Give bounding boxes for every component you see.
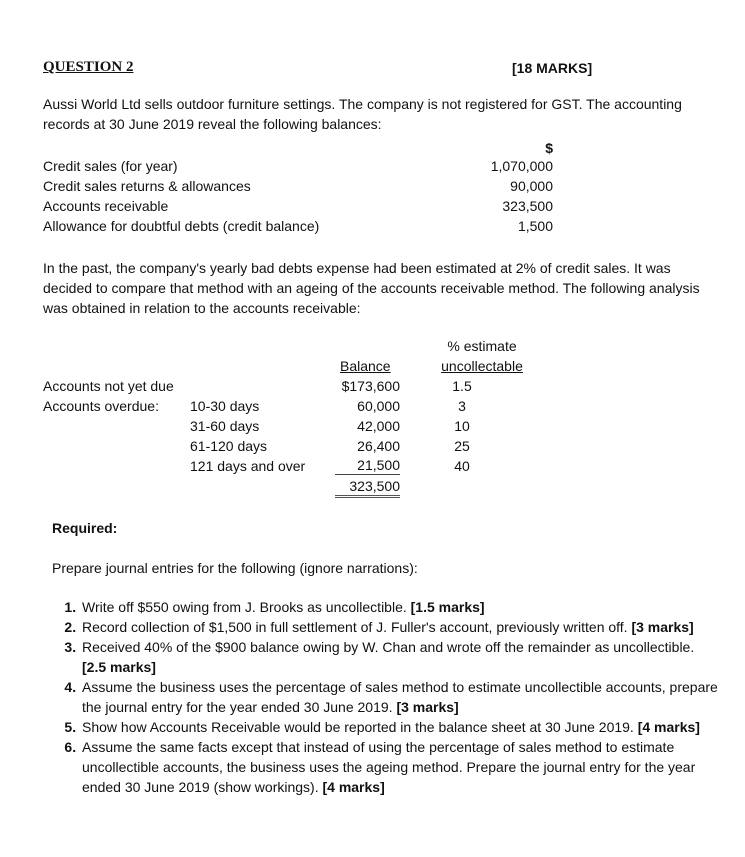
task-list — [52, 597, 720, 797]
task-item: 3. Received 40% of the $900 balance owing by W. Chan and wrote off the remainder as uncollectible. [2.5 marks] — [80, 637, 720, 677]
task-item: 2. Record collection of $1,500 in full settlement of J. Fuller's account, previously written off. [3 marks] — [80, 617, 720, 637]
instruction-text: Prepare journal entries for the following (ignore narrations): — [52, 560, 418, 576]
task-item: 4. Assume the business uses the percentage of sales method to estimate uncollectible accounts, prepare the journal entry for the year ended 30 June 2019. [3 marks] — [80, 677, 720, 717]
ageing-pct: 10 — [454, 418, 470, 434]
balance-amount: 90,000 — [510, 178, 553, 194]
balance-amount: 323,500 — [502, 198, 553, 214]
ageing-period: 31-60 days — [190, 418, 260, 434]
intro-paragraph: Aussi World Ltd sells outdoor furniture settings. The company is not registered for GST. The accounting records at 30 June 2019 reveal the following balances: — [43, 96, 682, 132]
ageing-balance: 26,400 — [357, 438, 400, 454]
ageing-balance: $173,600 — [341, 378, 400, 394]
ageing-pct: 40 — [454, 458, 470, 474]
ageing-period: 10-30 days — [190, 398, 260, 414]
balance-label: Credit sales returns & allowances — [43, 178, 251, 194]
required-heading: Required: — [52, 520, 118, 536]
question-title: QUESTION 2 — [43, 59, 134, 75]
group-label: Accounts not yet due — [43, 378, 174, 394]
ageing-pct: 3 — [458, 398, 466, 414]
balance-label: Allowance for doubtful debts (credit balance) — [43, 218, 320, 234]
currency-header: $ — [545, 140, 553, 156]
ageing-balance: 60,000 — [357, 398, 400, 414]
ageing-balance: 42,000 — [357, 418, 400, 434]
ageing-pct: 1.5 — [452, 378, 472, 394]
ageing-period: 121 days and over — [190, 458, 306, 474]
task-item: 1. Write off $550 owing from J. Brooks as uncollectible. [1.5 marks] — [80, 597, 720, 617]
pct-header: % estimate — [447, 338, 517, 354]
balance-amount: 1,500 — [517, 218, 553, 234]
ageing-pct: 25 — [454, 438, 470, 454]
ageing-period: 61-120 days — [190, 438, 268, 454]
ageing-balance: 21,500 — [335, 456, 400, 475]
task-item: 6. Assume the same facts except that instead of using the percentage of sales method to estimate uncollectible accounts, the business uses the ageing method. Prepare the journal entry for the year ended 30 June 2019 (show workings). [4 marks] — [80, 737, 720, 797]
group-label: Accounts overdue: — [43, 398, 159, 414]
task-item: 5. Show how Accounts Receivable would be reported in the balance sheet at 30 June 2019. [4 marks] — [80, 717, 720, 737]
marks-total: [18 MARKS] — [512, 60, 593, 76]
pct-header: uncollectable — [441, 358, 523, 374]
ageing-paragraph: In the past, the company's yearly bad debts expense had been estimated at 2% of credit sales. It was decided to compare that method with an ageing of the accounts receivable method. The following analysis was obtained in relation to the accounts receivable: — [43, 260, 700, 316]
ageing-total: 323,500 — [335, 477, 400, 498]
balance-amount: 1,070,000 — [490, 158, 553, 174]
balance-header: Balance — [340, 358, 391, 374]
balance-label: Credit sales (for year) — [43, 158, 178, 174]
balance-label: Accounts receivable — [43, 198, 169, 214]
